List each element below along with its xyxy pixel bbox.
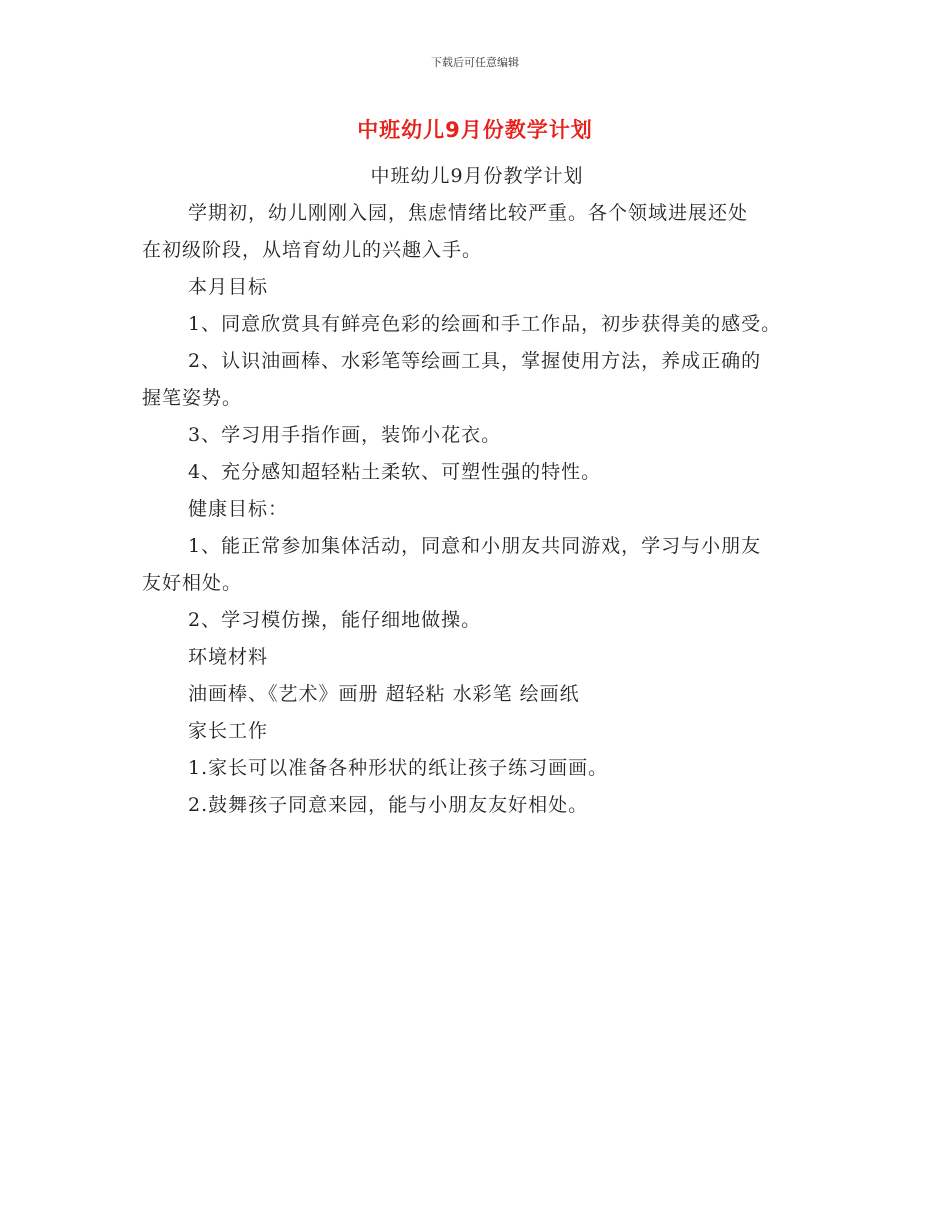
paragraph-line: 2、认识油画棒、水彩笔等绘画工具，掌握使用方法，养成正确的 <box>188 350 762 372</box>
section-heading: 环境材料 <box>188 646 269 668</box>
header-note: 下载后可任意编辑 <box>431 56 519 69</box>
section-heading: 健康目标： <box>188 498 289 520</box>
paragraph-line: 2、学习模仿操，能仔细地做操。 <box>188 609 482 631</box>
paragraph-line: 在初级阶段，从培育幼儿的兴趣入手。 <box>142 239 483 261</box>
paragraph-line: 2.鼓舞孩子同意来园，能与小朋友友好相处。 <box>188 794 589 816</box>
paragraph-line: 1、能正常参加集体活动，同意和小朋友共同游戏，学习与小朋友 <box>188 535 762 557</box>
section-heading: 本月目标 <box>188 276 269 298</box>
paragraph-line: 握笔姿势。 <box>142 387 243 409</box>
document-body <box>142 158 812 824</box>
section-heading: 家长工作 <box>188 720 269 742</box>
paragraph-line: 1、同意欣赏具有鲜亮色彩的绘画和手工作品，初步获得美的感受。 <box>188 313 782 335</box>
paragraph-line: 4、充分感知超轻粘土柔软、可塑性强的特性。 <box>188 461 602 483</box>
document-title: 中班幼儿9月份教学计划 <box>357 118 593 142</box>
paragraph-line: 油画棒、《艺术》画册 超轻粘 水彩笔 绘画纸 <box>188 683 580 705</box>
paragraph-line: 友好相处。 <box>142 572 243 594</box>
paragraph-line: 3、学习用手指作画，装饰小花衣。 <box>188 424 502 446</box>
paragraph-line: 学期初，幼儿刚刚入园，焦虑情绪比较严重。各个领域进展还处 <box>188 202 749 224</box>
document-subtitle: 中班幼儿9月份教学计划 <box>370 165 584 187</box>
paragraph-list <box>142 195 812 824</box>
paragraph-line: 1.家长可以准备各种形状的纸让孩子练习画画。 <box>188 757 609 779</box>
